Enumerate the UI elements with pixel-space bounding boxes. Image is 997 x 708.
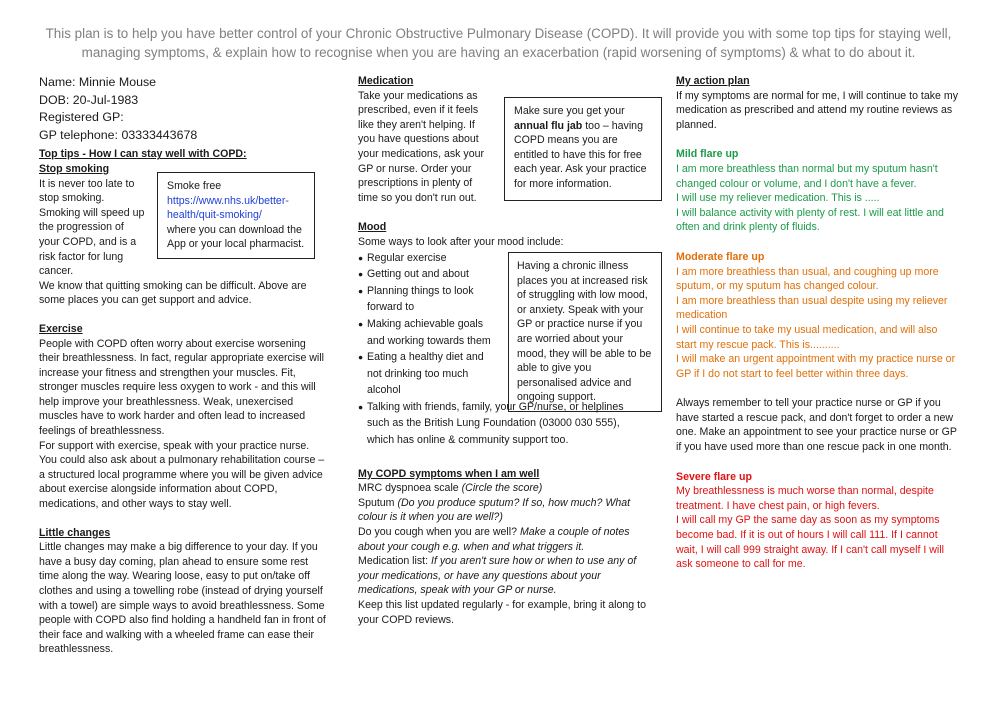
moderate-flare-text: I will continue to take my usual medication, and will also start my rescue pack. This is.......... xyxy=(676,323,938,351)
symptoms-section xyxy=(358,467,648,628)
mrc-line xyxy=(358,481,648,496)
cough-note: Make a couple of notes about your cough e.g. when and what triggers it. xyxy=(358,526,630,553)
keep-updated-text: Keep this list updated regularly - for example, bring it along to your COPD reviews. xyxy=(358,599,646,626)
severe-flare-heading: Severe flare up xyxy=(676,470,752,483)
flu-jab-box xyxy=(504,97,662,201)
patient-details xyxy=(39,74,327,144)
stop-smoking-text: It is never too late to stop smoking. Smoking will speed up the progression of your COPD, and is a risk factor for lung cancer. xyxy=(39,177,145,278)
column-right xyxy=(676,74,958,572)
mrc-note: (Circle the score) xyxy=(461,482,543,495)
little-changes-text: Little changes may make a big difference to your day. If you have a busy day coming, plan ahead to ensure some rest time along the way. Wearing loose, easy to put on/take off clothes and using a towelling robe (instead of drying yourself with a towel) are simple ways to avoid breathlessness. Some people with COPD also find holding a handheld fan in front of their face and walking with a wheeled frame can ease their breathlessness. xyxy=(39,541,326,656)
sputum-line xyxy=(358,496,648,525)
moderate-flare-heading: Moderate flare up xyxy=(676,250,765,263)
medication-list-note: If you aren't sure how or when to use any of your medications, or have any questions about your medications, speak with your GP or nurse. xyxy=(358,555,637,597)
flu-jab-bold: annual flu jab xyxy=(514,119,583,132)
medication-list-line xyxy=(358,554,648,598)
medication-text: Take your medications as prescribed, even if it feels like they aren't helping. If you have questions about your medications, ask your GP or nurse. Order your prescriptions in plenty of time so you don't run out. xyxy=(358,89,485,204)
moderate-flare-text: I am more breathless than usual despite using my reliever medication xyxy=(676,294,948,322)
intro-text: This plan is to help you have better control of your Chronic Obstructive Pulmonary Disease (COPD). It will provide you with some top tips for staying well, managing symptoms, & explain how to recognise when you are having an exacerbation (rapid worsening of symptoms) & what to do about it. xyxy=(45,26,952,60)
mild-flare-text: I am more breathless than normal but my sputum hasn't changed colour or volume, and I don't have a fever. xyxy=(676,162,938,190)
exercise-text-1: People with COPD often worry about exercise worsening their breathlessness. In fact, regular appropriate exercise will increase your fitness and strengthen your muscles. Fit, stronger muscles require less oxygen to work - and this will help improve your breathlessness. Weak, unexercised muscles have to work harder and often lead to increased feelings of breathlessness. xyxy=(39,337,324,438)
severe-flare-text: I will call my GP the same day as soon as my symptoms become bad. If it is out of hours I will call 111. If I cannot wait, I will call 999 straight away. If I can't call myself I will ask someone to call for me. xyxy=(676,514,944,571)
cough-label: Do you cough when you are well? xyxy=(358,526,518,539)
medication-heading: Medication xyxy=(358,75,414,87)
gp-telephone: GP telephone: 03333443678 xyxy=(39,127,198,142)
sputum-label: Sputum xyxy=(358,496,395,509)
mood-item: ● Making achievable goals and working towards them xyxy=(358,316,497,349)
medication-list-label: Medication list: xyxy=(358,555,429,568)
flu-jab-post: too – having COPD means you are entitled to have this for free each year. Ask your practice for more information. xyxy=(514,119,647,190)
stop-smoking-heading: Stop smoking xyxy=(39,162,110,175)
registered-gp: Registered GP: xyxy=(39,110,124,125)
mild-flare-heading: Mild flare up xyxy=(676,148,739,161)
symptoms-heading: My COPD symptoms when I am well xyxy=(358,467,540,480)
mood-section xyxy=(358,220,652,448)
little-changes-section xyxy=(39,526,327,657)
severe-flare-section xyxy=(676,470,958,572)
mood-item: ● Getting out and about xyxy=(358,266,497,283)
cough-line xyxy=(358,525,648,554)
patient-dob: DOB: 20-Jul-1983 xyxy=(39,92,139,107)
severe-flare-text: My breathlessness is much worse than normal, despite treatment. I have chest pain, or high fevers. xyxy=(676,485,934,512)
action-plan-heading: My action plan xyxy=(676,75,750,87)
smoke-free-box xyxy=(157,172,315,259)
mood-item: ● Eating a healthy diet and not drinking too much alcohol xyxy=(358,349,497,399)
moderate-flare-text: I am more breathless than usual, and coughing up more sputum, or my sputum has changed colour. xyxy=(676,265,939,293)
column-middle xyxy=(358,74,652,627)
smoke-free-title: Smoke free xyxy=(167,180,222,192)
column-left xyxy=(39,74,327,657)
mood-item: ● Planning things to look forward to xyxy=(358,283,489,316)
top-tips-heading: Top tips - How I can stay well with COPD: xyxy=(39,148,247,161)
patient-name: Name: Minnie Mouse xyxy=(39,75,157,89)
mild-flare-text: I will use my reliever medication. This is ..... xyxy=(676,192,880,205)
exercise-section xyxy=(39,322,327,512)
mood-intro: Some ways to look after your mood include: xyxy=(358,235,564,248)
rescue-pack-reminder: Always remember to tell your practice nurse or GP if you have started a rescue pack, and don't forget to order a new one. Make an appointment to see your practice nurse or GP if you have used more than one rescue pack in one month. xyxy=(676,397,957,454)
flu-jab-pre: Make sure you get your xyxy=(514,105,625,117)
stop-smoking-support: We know that quitting smoking can be difficult. Above are some places you can get support and advice. xyxy=(39,279,307,307)
mood-info-text: Having a chronic illness places you at increased risk of struggling with low mood, or anxiety. Speak with your GP or practice nurse if you are worried about your mood, they will be able to be able to give you personalised advice and ongoing support. xyxy=(517,260,652,404)
moderate-flare-section xyxy=(676,250,958,381)
mood-item: ● Regular exercise xyxy=(358,250,497,267)
smoke-free-note: where you can download the App or your local pharmacist. xyxy=(167,223,305,251)
mild-flare-text: I will balance activity with plenty of rest. I will eat little and often and drink plenty of fluids. xyxy=(676,206,944,234)
exercise-heading: Exercise xyxy=(39,322,83,335)
mood-item: ● Talking with friends, family, your GP/nurse, or helplines such as the British Lung Foundation (03000 030 555), which has online & community support too. xyxy=(358,399,639,449)
mrc-label: MRC dyspnoea scale xyxy=(358,482,459,495)
moderate-flare-text: I will make an urgent appointment with my practice nurse or GP if I do not start to feel better within three days. xyxy=(676,353,956,380)
action-plan-normal: If my symptoms are normal for me, I will continue to take my medication as prescribed and attend my routine reviews as planned. xyxy=(676,89,958,131)
flu-jab-text xyxy=(514,104,652,192)
mild-flare-section xyxy=(676,147,958,235)
little-changes-heading: Little changes xyxy=(39,526,111,539)
mood-info-box xyxy=(508,252,662,412)
sputum-note: (Do you produce sputum? If so, how much? What colour is it when you are well?) xyxy=(358,496,631,524)
mood-heading: Mood xyxy=(358,221,387,234)
quit-smoking-link[interactable]: https://www.nhs.uk/better-health/quit-smoking/ xyxy=(167,194,289,222)
exercise-text-2: For support with exercise, speak with your practice nurse. You could also ask about a pulmonary rehabilitation course – a structured local programme where you will be given advice about exercise alongside information about COPD, medications, and other ways to stay well. xyxy=(39,439,325,511)
